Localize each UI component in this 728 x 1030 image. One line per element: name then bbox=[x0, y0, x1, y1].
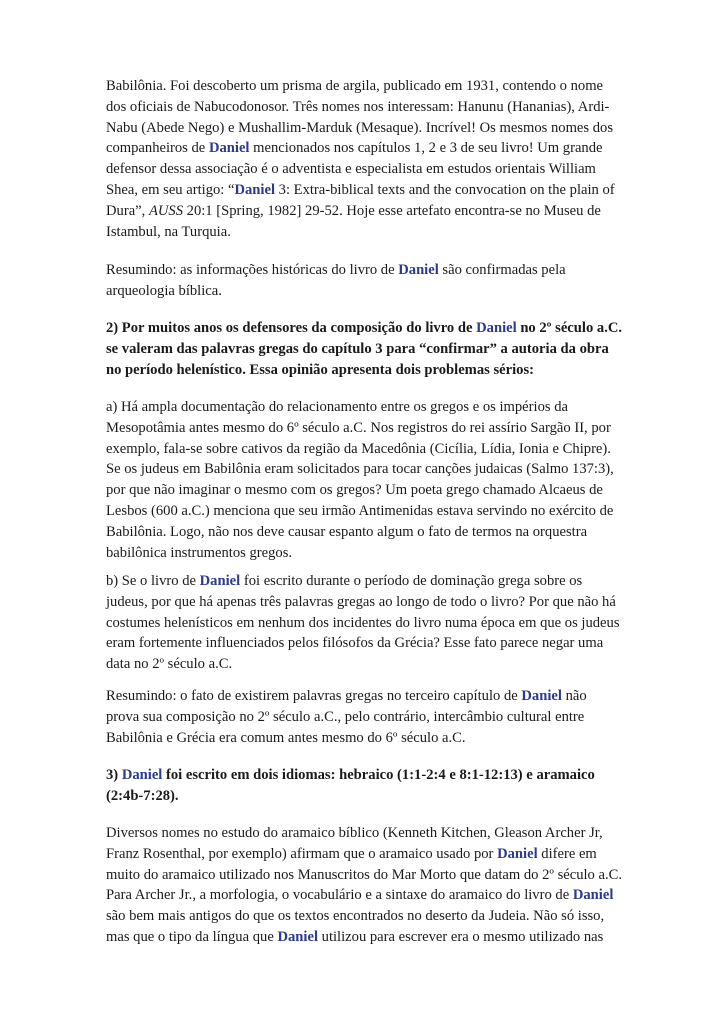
text-line bbox=[106, 159, 666, 180]
text-line bbox=[106, 844, 666, 865]
text-run: a) Há ampla documentação do relacionamento entre os gregos e os impérios da bbox=[106, 399, 568, 415]
text-run: judeus, por que há apenas três palavras gregas ao longo de todo o livro? Por que não há bbox=[106, 593, 616, 610]
text-line bbox=[106, 360, 666, 381]
text-line bbox=[106, 522, 666, 543]
text-run: Mesopotâmia antes mesmo do 6º século a.C. Nos registros do rei assírio Sargão II, por bbox=[106, 419, 611, 436]
text-line bbox=[106, 97, 666, 118]
text-line bbox=[106, 865, 666, 886]
text-run: se valeram das palavras gregas do capítulo 3 para “confirmar” a autoria da obra bbox=[106, 340, 609, 357]
paragraph-aramaico bbox=[106, 823, 666, 948]
paragraph-heading-2 bbox=[106, 318, 666, 380]
text-run: Franz Rosenthal, por exemplo) afirmam que o aramaico usado por bbox=[106, 845, 498, 862]
text-run: 2) Por muitos anos os defensores da composição do livro de bbox=[106, 320, 477, 336]
text-run: muito do aramaico utilizado nos Manuscritos do Mar Morto que datam do 2º século a.C. bbox=[106, 866, 623, 883]
paragraph-resumindo-1 bbox=[106, 260, 666, 302]
text-run: Istambul, na Turquia. bbox=[106, 223, 231, 240]
text-line bbox=[106, 765, 666, 786]
highlight-daniel: Daniel bbox=[521, 688, 562, 704]
paragraph-resumindo-2 bbox=[106, 686, 666, 748]
highlight-daniel: Daniel bbox=[497, 845, 538, 862]
paragraph-b bbox=[106, 571, 666, 675]
text-run: foi escrito durante o período de dominação grega sobre os bbox=[240, 573, 583, 589]
text-run: (2:4b-7:28). bbox=[106, 787, 179, 804]
text-run: difere em bbox=[537, 845, 597, 862]
text-line bbox=[106, 76, 666, 97]
text-run: são bem mais antigos do que os textos encontrados no deserto da Judeia. Não só isso, bbox=[106, 908, 605, 925]
text-line bbox=[106, 728, 666, 749]
text-line bbox=[106, 118, 666, 139]
highlight-daniel: Daniel bbox=[277, 928, 318, 945]
text-line bbox=[106, 906, 666, 927]
text-line bbox=[106, 281, 666, 302]
text-run: Babilônia e Grécia era comum antes mesmo do 6º século a.C. bbox=[106, 729, 466, 746]
text-line bbox=[106, 339, 666, 360]
text-line bbox=[106, 201, 666, 222]
text-line bbox=[106, 613, 666, 634]
text-line bbox=[106, 397, 666, 418]
text-line bbox=[106, 138, 666, 159]
text-run: dos oficiais de Nabucodonosor. Três nomes nos interessam: Hanunu (Hananias), Ardi- bbox=[106, 98, 610, 115]
paragraph-a bbox=[106, 397, 666, 563]
text-line bbox=[106, 927, 666, 948]
text-line bbox=[106, 180, 666, 201]
text-line bbox=[106, 786, 666, 807]
text-run: Babilônia. Foi descoberto um prisma de argila, publicado em 1931, contendo o nome bbox=[106, 78, 604, 94]
text-run: no 2º século a.C. bbox=[516, 320, 623, 336]
text-run: costumes helenísticos em nenhum dos incidentes do livro numa época em que os judeus bbox=[106, 614, 620, 631]
highlight-daniel: Daniel bbox=[572, 887, 614, 904]
text-run: utilizou para escrever era o mesmo utilizado nas bbox=[318, 928, 604, 945]
text-run: Para Archer Jr., a morfologia, o vocabulário e a sintaxe do aramaico do livro de bbox=[106, 887, 573, 904]
highlight-daniel: Daniel bbox=[121, 767, 163, 783]
text-run: não bbox=[561, 688, 587, 704]
text-line bbox=[106, 260, 666, 281]
text-run: Resumindo: o fato de existirem palavras gregas no terceiro capítulo de bbox=[106, 688, 522, 704]
highlight-daniel: Daniel bbox=[208, 140, 250, 157]
text-run: 3: Extra-biblical texts and the convocation on the plain of bbox=[275, 181, 615, 198]
text-run: mas que o tipo da língua que bbox=[106, 928, 278, 945]
text-run: Babilônia. Logo, não nos deve causar espanto algum o fato de termos na orquestra bbox=[106, 523, 588, 540]
text-line bbox=[106, 571, 666, 592]
text-run: exemplo, fala-se sobre cativos da região da Macedônia (Cicília, Lídia, Ionia e Chipre). bbox=[106, 440, 611, 457]
text-line bbox=[106, 439, 666, 460]
paragraph-prisma-argila bbox=[106, 76, 666, 242]
text-run: data no 2º século a.C. bbox=[106, 656, 233, 673]
text-run: companheiros de bbox=[106, 140, 209, 157]
text-line bbox=[106, 318, 666, 339]
text-run: 20:1 [Spring, 1982] 29-52. Hoje esse artefato encontra-se no Museu de bbox=[183, 202, 601, 219]
text-run: Resumindo: as informações históricas do livro de bbox=[106, 262, 399, 278]
text-line bbox=[106, 418, 666, 439]
text-line bbox=[106, 222, 666, 243]
paragraph-heading-3 bbox=[106, 765, 666, 807]
text-line bbox=[106, 543, 666, 564]
text-run: arqueologia bíblica. bbox=[106, 282, 222, 299]
highlight-daniel: Daniel bbox=[476, 320, 517, 336]
text-run: por que não imaginar o mesmo com os gregos? Um poeta grego chamado Alcaeus de bbox=[106, 482, 603, 499]
text-run: babilônica instrumentos gregos. bbox=[106, 544, 293, 561]
text-line bbox=[106, 707, 666, 728]
text-run: Shea, em seu artigo: “ bbox=[106, 181, 235, 198]
highlight-daniel: Daniel bbox=[398, 262, 439, 278]
text-run: eram fortemente influenciados pelos filósofos da Grécia? Esse fato parece negar uma bbox=[106, 635, 604, 652]
text-line bbox=[106, 592, 666, 613]
highlight-daniel: Daniel bbox=[199, 573, 241, 589]
text-line bbox=[106, 823, 666, 844]
text-run: Lesbos (600 a.C.) menciona que seu irmão Antimenidas estava servindo no exército de bbox=[106, 502, 614, 519]
text-line bbox=[106, 686, 666, 707]
text-run: AUSS bbox=[148, 202, 184, 219]
text-run: Diversos nomes no estudo do aramaico bíblico (Kenneth Kitchen, Gleason Archer Jr, bbox=[106, 825, 603, 841]
text-run: são confirmadas pela bbox=[438, 262, 566, 278]
text-run: mencionados nos capítulos 1, 2 e 3 de seu livro! Um grande bbox=[249, 140, 603, 157]
highlight-daniel: Daniel bbox=[234, 181, 276, 198]
text-line bbox=[106, 633, 666, 654]
text-line bbox=[106, 459, 666, 480]
text-run: prova sua composição no 2º século a.C., pelo contrário, intercâmbio cultural entre bbox=[106, 708, 585, 725]
text-run: 3) bbox=[106, 767, 122, 783]
text-run: no período helenístico. Essa opinião apresenta dois problemas sérios: bbox=[106, 361, 534, 378]
text-line bbox=[106, 654, 666, 675]
text-run: foi escrito em dois idiomas: hebraico (1:1-2:4 e 8:1-12:13) e aramaico bbox=[162, 767, 595, 783]
text-run: Se os judeus em Babilônia eram solicitados para tocar canções judaicas (Salmo 137:3), bbox=[106, 461, 614, 478]
text-run: Nabu (Abede Nego) e Mushallim-Marduk (Mesaque). Incrível! Os mesmos nomes dos bbox=[106, 119, 614, 136]
text-line bbox=[106, 480, 666, 501]
text-line bbox=[106, 885, 666, 906]
text-run: Dura”, bbox=[106, 202, 149, 219]
text-run: defensor dessa associação é o adventista e especialista em estudos orientais William bbox=[106, 161, 596, 178]
text-run: b) Se o livro de bbox=[106, 573, 200, 589]
text-line bbox=[106, 501, 666, 522]
